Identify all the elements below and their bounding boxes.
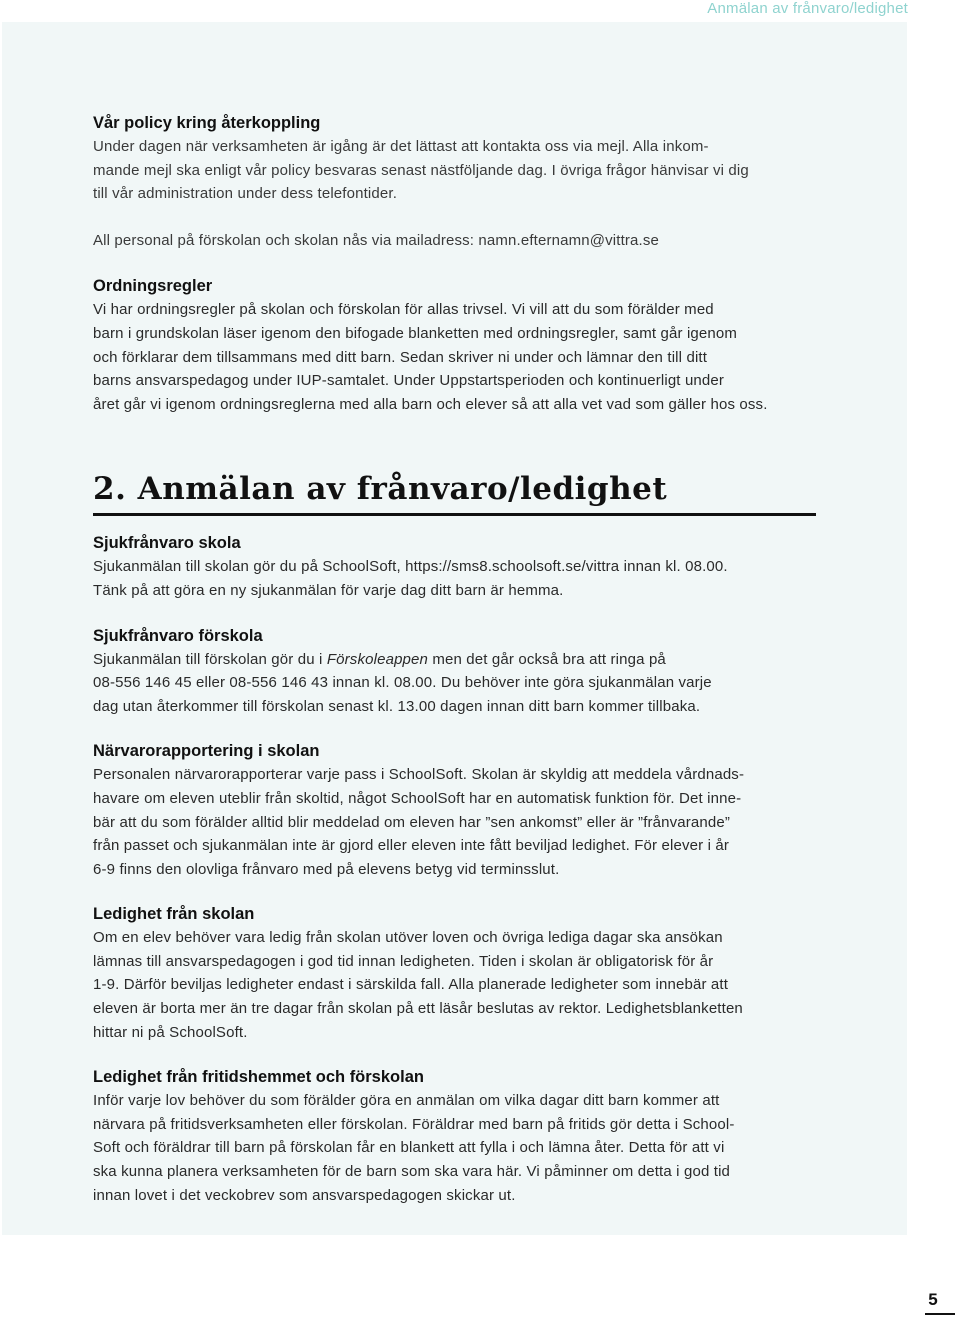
ledighet-fritids-line: Inför varje lov behöver du som förälder göra en anmälan om vilka dagar ditt barn kommer att bbox=[93, 1092, 720, 1110]
policy-line: mande mejl ska enligt vår policy besvaras senast nästföljande dag. I övriga frågor hänvisar vi dig bbox=[93, 161, 749, 179]
sjukfranvaro-skola-heading: Sjukfrånvaro skola bbox=[93, 534, 241, 553]
page-number-rule bbox=[925, 1313, 955, 1315]
policy-line: Under dagen när verksamheten är igång är det lättast att kontakta oss via mejl. Alla inkom- bbox=[93, 138, 709, 155]
policy-heading: Vår policy kring återkoppling bbox=[93, 114, 321, 132]
text-run: Sjukanmälan till förskolan gör du i bbox=[93, 650, 327, 668]
sjukfranvaro-forskola-heading: Sjukfrånvaro förskola bbox=[93, 626, 263, 645]
narvaro-line: 6-9 finns den olovliga frånvaro med på elevens betyg vid terminsslut. bbox=[93, 860, 560, 878]
ledighet-skola-line: Om en elev behöver vara ledig från skolan utöver loven och övriga lediga dagar ska ansökan bbox=[93, 929, 723, 947]
narvaro-heading: Närvarorapportering i skolan bbox=[93, 742, 320, 761]
ordningsregler-line: och förklarar dem tillsammans med ditt barn. Sedan skriver ni under och lämnar den till ditt bbox=[93, 348, 708, 366]
ordningsregler-line: barns ansvarspedagog under IUP-samtalet. Under Uppstartsperioden och kontinuerligt under bbox=[93, 372, 725, 390]
email-note: All personal på förskolan och skolan nås via mailadress: namn.efternamn@vittra.se bbox=[93, 231, 659, 249]
ordningsregler-line: Vi har ordningsregler på skolan och förskolan för allas trivsel. Vi vill att du som förälder med bbox=[93, 301, 714, 319]
ledighet-skola-line: hittar ni på SchoolSoft. bbox=[93, 1023, 248, 1041]
sjukfranvaro-skola-line: Sjukanmälan till skolan gör du på SchoolSoft, https://sms8.schoolsoft.se/vittra innan kl. 08.00. bbox=[93, 558, 728, 576]
sjukfranvaro-skola-line: Tänk på att göra en ny sjukanmälan för varje dag ditt barn är hemma. bbox=[93, 581, 564, 599]
ledighet-fritids-line: Soft och föräldrar till barn på förskolan får en blankett att fylla i och lämna åter. Detta för att vi bbox=[93, 1139, 725, 1157]
ledighet-skola-heading: Ledighet från skolan bbox=[93, 905, 255, 924]
sjukfranvaro-forskola-line bbox=[93, 648, 818, 672]
narvaro-line: bär att du som förälder alltid blir meddelad om eleven har ”sen ankomst” eller är ”frånvarande” bbox=[93, 813, 731, 831]
ledighet-skola-line: eleven är borta mer än tre dagar från skolan på ett läsår beslutas av rektor. Ledighetsblanketten bbox=[93, 1000, 743, 1018]
narvaro-line: Personalen närvarorapporterar varje pass i SchoolSoft. Skolan är skyldig att meddela vårdnads- bbox=[93, 766, 745, 784]
policy-line: till vår administration under dess telefontider. bbox=[93, 185, 398, 203]
ordningsregler-heading: Ordningsregler bbox=[93, 277, 213, 296]
ledighet-fritids-line: ska kunna planera verksamheten för de barn som ska vara här. Vi påminner om detta i god tid bbox=[93, 1163, 731, 1181]
page-content bbox=[93, 112, 818, 1207]
ledighet-skola-line: 1-9. Därför beviljas ledigheter endast i särskilda fall. Alla planerade ledigheter som innebär att bbox=[93, 976, 729, 994]
sjukfranvaro-forskola-line: 08-556 146 45 eller 08-556 146 43 innan kl. 08.00. Du behöver inte göra sjukanmälan varje bbox=[93, 674, 712, 692]
narvaro-line: havare om eleven uteblir från skoltid, något SchoolSoft har en automatisk funktion för. Det inne- bbox=[93, 789, 742, 807]
page-number: 5 bbox=[928, 1290, 938, 1309]
running-header-title: Anmälan av frånvaro/ledighet bbox=[707, 0, 908, 17]
ordningsregler-line: barn i grundskolan läser igenom den bifogade blanketten med ordningsregler, samt går igenom bbox=[93, 324, 738, 342]
narvaro-line: från passet och sjukanmälan inte är gjord eller eleven inte fått beviljad ledighet. För elever i år bbox=[93, 837, 730, 855]
ledighet-fritids-heading: Ledighet från fritidshemmet och förskolan bbox=[93, 1068, 424, 1087]
ordningsregler-line: året går vi igenom ordningsreglerna med alla barn och elever så att alla vet vad som gäller hos oss. bbox=[93, 395, 768, 413]
sjukfranvaro-forskola-line: dag utan återkommer till förskolan senast kl. 13.00 dagen innan ditt barn kommer tillbaka. bbox=[93, 697, 701, 715]
app-name: Förskoleappen bbox=[326, 650, 429, 668]
section-title: 2. Anmälan av frånvaro/ledighet bbox=[93, 471, 668, 508]
ledighet-skola-line: lämnas till ansvarspedagogen i god tid innan ledigheten. Tiden i skolan är obligatorisk för år bbox=[93, 952, 714, 970]
ledighet-fritids-line: innan lovet i det veckobrev som ansvarspedagogen skickar ut. bbox=[93, 1186, 516, 1204]
text-run: men det går också bra att ringa på bbox=[428, 650, 666, 668]
ledighet-fritids-line: närvara på fritidsverksamheten eller förskolan. Föräldrar med barn på fritids gör detta i School- bbox=[93, 1115, 735, 1133]
